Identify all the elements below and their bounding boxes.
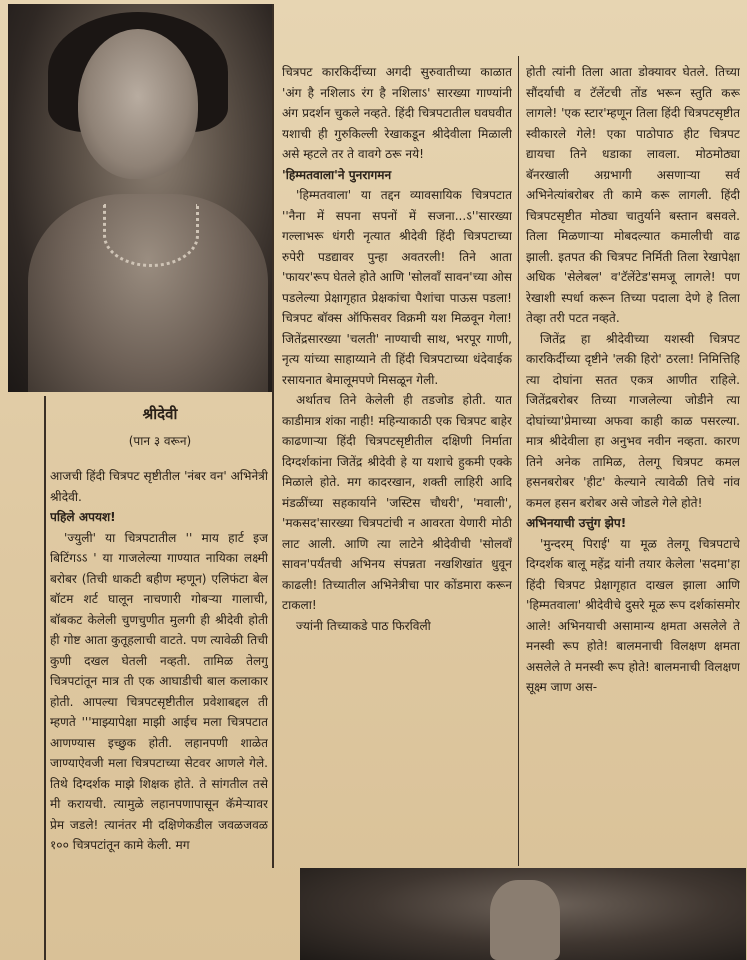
photo-figure	[490, 880, 560, 960]
column-1	[50, 466, 268, 958]
body-paragraph: 'हिम्मतवाला' या तद्दन व्यावसायिक चित्रपटात ''नैना में सपना सपनों में सजना...ऽ''सारख्या गल्लाभरू धंगरी नृत्यात श्रीदेवी हिंदी चित्रपटाच्या रुपेरी पडद्यावर पुन्हा अवतरली! तिने आता 'फायर'रूप घेतले होते आणि 'सोलवाँ सावन'च्या ओस पडलेल्या प्रेक्षागृहात प्रेक्षकांचा पैशांचा पाऊस पडला! चित्रपट बॉक्स ऑफिसवर विक्रमी यश मिळवून गेला! जितेंद्रसारख्या 'चलती' नाण्याची साथ, भरपूर गाणी, नृत्य यांच्या साहाय्याने ती हिंदी चित्रपटाच्या धंदेवाईक रसायनात बेमालूमपणे मिसळून गेली.	[282, 188, 512, 387]
body-paragraph: अर्थातच तिने केलेली ही तडजोड होती. यात काडीमात्र शंका नाही! महिन्याकाठी एक चित्रपट बाहेर काढणाऱ्या हिंदी चित्रपटसृष्टीतील दक्षिणी निर्माता दिग्दर्शकांना जितेंद्र श्रीदेवी हे या यशाचे हुकमी एक्के मिळाले होते. मग कादरखान, शक्ती लाहिरी आदि मंडळींच्या सहकार्याने 'जस्टिस चौधरी', 'मवाली', 'मकसद'सारख्या चित्रपटांची न आवरता येणारी मोठी लाट आली. आणि त्या लाटेने श्रीदेवीची 'सोलवाँ सावन'पर्यंतची अभिनय संपन्नता नखशिखांत धुवून काढली! तिच्यातील अभिनेत्रीचा पार कोंडमारा करून टाकला!	[282, 393, 512, 612]
portrait-photo	[8, 4, 272, 392]
body-paragraph: चित्रपट कारकिर्दीच्या अगदी सुरुवातीच्या काळात 'अंग है नशिलाऽ रंग है नशिलाऽ' सारख्या गाण्यांनी अंग प्रदर्शन चुकले नव्हते. हिंदी चित्रपटातील घवघवीत यशाची ही गुरुकिल्ली रेखाकडून श्रीदेवीला मिळाली असे म्हटले तर ते वावगे ठरू नये!	[282, 65, 512, 161]
section-heading: पहिले अपयश!	[50, 510, 116, 524]
section-heading: 'हिम्मतवाला'ने पुनरागमन	[282, 167, 392, 182]
caption-subtitle: (पान ३ वरून)	[128, 434, 192, 448]
bottom-photo	[300, 868, 746, 960]
section-heading: अभिनयाची उत्तुंग झेप!	[526, 516, 627, 530]
caption-title: श्रीदेवी	[142, 405, 178, 423]
column-divider	[518, 56, 519, 866]
photo-necklace	[103, 204, 199, 267]
body-paragraph: होती त्यांनी तिला आता डोक्यावर घेतले. तिच्या सौंदर्याची व टॅलेंटची तोंड भरून स्तुति करू लागले! 'एक स्टार'म्हणून तिला हिंदी चित्रपटसृष्टीत स्वीकारले गेले! एका पाठोपाठ हीट चित्रपट द्यायचा तिने धडाका लावला. मोठमोठ्या बॅनरखाली अग्रभागी असणाऱ्या सर्व अभिनेत्यांबरोबर ती कामे करू लागली. हिंदी चित्रपटसृष्टीत मोठ्या चातुर्याने बस्तान बसवले. तिला मिळणाऱ्या मोबदल्यात कमालीची वाढ झाली. इतपत की चित्रपट निर्मिती तिला रेखापेक्षा अधिक 'सेलेबल' व'टॅलेंटेड'समजू लागले! पण रेखाशी स्पर्धा करून तिच्या पदाला देणे हे तिला तेव्हा तरी पटत नव्हते.	[526, 65, 740, 325]
column-divider	[272, 4, 274, 868]
column-divider	[44, 396, 46, 960]
column-2	[282, 62, 512, 868]
photo-face	[78, 29, 198, 179]
body-paragraph: 'मुन्दरम् पिराई' या मूळ तेलगू चित्रपटाचे दिग्दर्शक बालू महेंद्र यांनी तयार केलेला 'सदमा'हा हिंदी चित्रपट प्रेक्षागृहात दाखल झाला आणि 'हिम्मतवाला' श्रीदेवीचे दुसरे मूळ रूप दर्शकांसमोर आले! अभिनयाची असामान्य क्षमता असलेले ते मनस्वी रूप होते! बालमनाची विलक्षण क्षमता असलेले ते मनस्वी रूप होते! बालमनाची विलक्षण सूक्ष्म जाण अस-	[526, 536, 740, 694]
body-paragraph: ज्यांनी तिच्याकडे पाठ फिरविली	[296, 618, 431, 633]
column-3	[526, 62, 740, 868]
intro-paragraph: आजची हिंदी चित्रपट सृष्टीतील 'नंबर वन' अभिनेत्री श्रीदेवी.	[50, 469, 268, 504]
body-paragraph: जितेंद्र हा श्रीदेवीच्या यशस्वी चित्रपट कारकिर्दीच्या दृष्टीने 'लकी हिरो' ठरला! निमित्तिहि त्या दोघांना सतत एकत्र आणीत राहिले. जितेंद्रबरोबर तिच्या गाजलेल्या जोडीने त्या दोघांच्या'प्रेमाच्या अफवा काही काळ पसरल्या. मात्र श्रीदेवीला हा अनुभव नवीन नव्हता. कारण तिने अनेक तामिळ, तेलगू चित्रपट कमल हसनबरोबर 'हीट' केल्याने त्यावेळी तिचे नांव कमल हसन बरोबर असे जोडले गेले होते!	[526, 331, 740, 510]
body-paragraph: 'ज्युली' या चित्रपटातील '' माय हार्ट इज बिटिंगऽऽ ' या गाजलेल्या गाण्यात नायिका लक्ष्मी बरोबर (तिची धाकटी बहीण म्हणून) एलिफंटा बेल बॉटम शर्ट घालून नाचणारी गोबऱ्या गालाची, बॉबकट केलेली चुणचुणीत मुलगी ही श्रीदेवी होती ही गोष्ट आता कुतूहलाची वाटते. पण त्यावेळी तिची कुणी दखल घेतली नव्हती. तामिळ तेलगु चित्रपटांतून मात्र ती एक आघाडीची बाल कलाकार होती. आपल्या चित्रपटसृष्टीतील प्रवेशाबद्दल ती म्हणते '''माझ्यापेक्षा माझी आईच मला चित्रपटात आणण्यास इच्छुक होती. लहानपणी शाळेत जाण्याऐवजी मला चित्रपटाच्या सेटवर आणले गेले. तिथे दिग्दर्शक माझे शिक्षक होते. ते सांगतील तसे मी करायची. त्यामुळे लहानपणापासून कॅमेऱ्यावर प्रेम जडले! त्यानंतर मी दक्षिणेकडील जवळजवळ १०० चित्रपटांतून कामे केली. मग	[50, 530, 268, 852]
